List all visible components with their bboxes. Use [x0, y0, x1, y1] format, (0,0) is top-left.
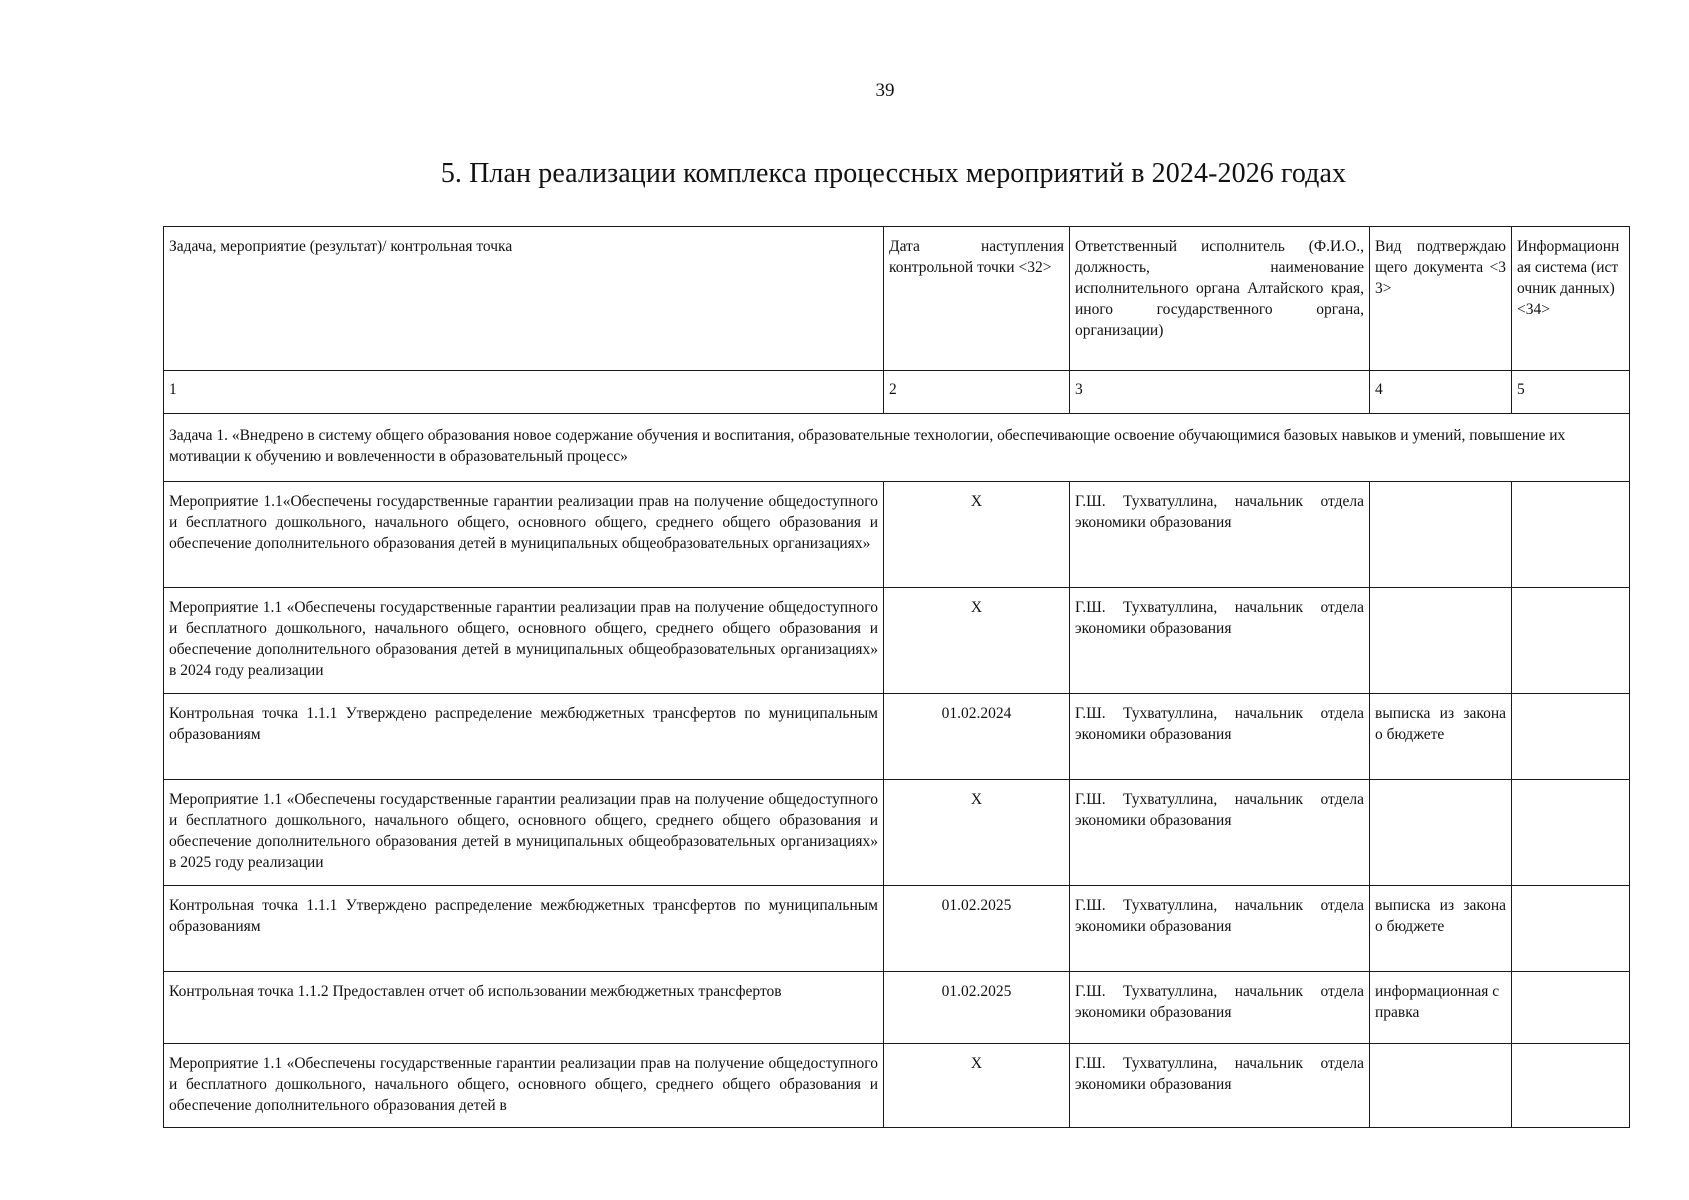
row-info-system: [1512, 1044, 1630, 1128]
column-numbers-row: [164, 371, 1630, 414]
header-document: Вид подтверждающего документа <33>: [1370, 227, 1512, 371]
column-number: 1: [164, 371, 884, 414]
row-document: [1370, 1044, 1512, 1128]
row-info-system: [1512, 886, 1630, 972]
table-header-row: [164, 227, 1630, 371]
row-name: Контрольная точка 1.1.2 Предоставлен отчет об использовании межбюджетных трансфертов: [164, 972, 884, 1044]
table-row: [164, 588, 1630, 694]
page-number: 39: [875, 80, 895, 101]
table-row: [164, 780, 1630, 886]
column-number: 4: [1370, 371, 1512, 414]
row-responsible: Г.Ш. Тухватуллина, начальник отдела экономики образования: [1070, 694, 1370, 780]
row-responsible: Г.Ш. Тухватуллина, начальник отдела экономики образования: [1070, 780, 1370, 886]
page-title: 5. План реализации комплекса процессных мероприятий в 2024-2026 годах: [440, 158, 1347, 189]
row-document: [1370, 780, 1512, 886]
row-name: Мероприятие 1.1 «Обеспечены государственные гарантии реализации прав на получение общедоступного и бесплатного дошкольного, начального общего, основного общего, среднего общего образования и обеспечение дополнительного образования детей в муниципальных общеобразовательных организациях» в 2025 году реализации: [164, 780, 884, 886]
table-row: [164, 694, 1630, 780]
row-name: Контрольная точка 1.1.1 Утверждено распределение межбюджетных трансфертов по муниципальным образованиям: [164, 886, 884, 972]
row-date: 01.02.2024: [884, 694, 1070, 780]
row-name: Мероприятие 1.1«Обеспечены государственные гарантии реализации прав на получение общедоступного и бесплатного дошкольного, начального общего, основного общего, среднего общего образования и обеспечение дополнительного образования детей в муниципальных общеобразовательных организациях»: [164, 482, 884, 588]
column-number: 2: [884, 371, 1070, 414]
header-date: Дата наступления контрольной точки <32>: [884, 227, 1070, 371]
row-name: Контрольная точка 1.1.1 Утверждено распределение межбюджетных трансфертов по муниципальным образованиям: [164, 694, 884, 780]
row-document: [1370, 482, 1512, 588]
row-info-system: [1512, 588, 1630, 694]
table-row: [164, 886, 1630, 972]
header-responsible: Ответственный исполнитель (Ф.И.О., должность, наименование исполнительного органа Алтайского края, иного государственного органа, организации): [1070, 227, 1370, 371]
task-description: Задача 1. «Внедрено в систему общего образования новое содержание обучения и воспитания, образовательные технологии, обеспечивающие освоение обучающимися базовых навыков и умений, повышение их мотивации к обучению и вовлеченности в образовательный процесс»: [164, 414, 1630, 482]
row-document: выписка из закона о бюджете: [1370, 694, 1512, 780]
table-row: [164, 482, 1630, 588]
row-name: Мероприятие 1.1 «Обеспечены государственные гарантии реализации прав на получение общедоступного и бесплатного дошкольного, начального общего, основного общего, среднего общего образования и обеспечение дополнительного образования детей в муниципальных общеобразовательных организациях» в 2024 году реализации: [164, 588, 884, 694]
row-responsible: Г.Ш. Тухватуллина, начальник отдела экономики образования: [1070, 972, 1370, 1044]
row-info-system: [1512, 482, 1630, 588]
table-row: [164, 1044, 1630, 1128]
implementation-plan-table: [163, 226, 1630, 1128]
row-document: [1370, 588, 1512, 694]
row-info-system: [1512, 972, 1630, 1044]
row-name: Мероприятие 1.1 «Обеспечены государственные гарантии реализации прав на получение общедоступного и бесплатного дошкольного, начального общего, основного общего, среднего общего образования и обеспечение дополнительного образования детей в: [164, 1044, 884, 1128]
table-row: [164, 972, 1630, 1044]
row-info-system: [1512, 780, 1630, 886]
row-date: 01.02.2025: [884, 972, 1070, 1044]
row-date: X: [884, 780, 1070, 886]
row-responsible: Г.Ш. Тухватуллина, начальник отдела экономики образования: [1070, 588, 1370, 694]
row-info-system: [1512, 694, 1630, 780]
row-date: X: [884, 588, 1070, 694]
column-number: 3: [1070, 371, 1370, 414]
row-date: X: [884, 1044, 1070, 1128]
column-number: 5: [1512, 371, 1630, 414]
task-row: [164, 414, 1630, 482]
row-responsible: Г.Ш. Тухватуллина, начальник отдела экономики образования: [1070, 886, 1370, 972]
row-responsible: Г.Ш. Тухватуллина, начальник отдела экономики образования: [1070, 482, 1370, 588]
row-date: 01.02.2025: [884, 886, 1070, 972]
row-date: X: [884, 482, 1070, 588]
row-responsible: Г.Ш. Тухватуллина, начальник отдела экономики образования: [1070, 1044, 1370, 1128]
header-task: Задача, мероприятие (результат)/ контрольная точка: [164, 227, 884, 371]
header-info-system: Информационная система (источник данных) <34>: [1512, 227, 1630, 371]
row-document: информационная справка: [1370, 972, 1512, 1044]
row-document: выписка из закона о бюджете: [1370, 886, 1512, 972]
